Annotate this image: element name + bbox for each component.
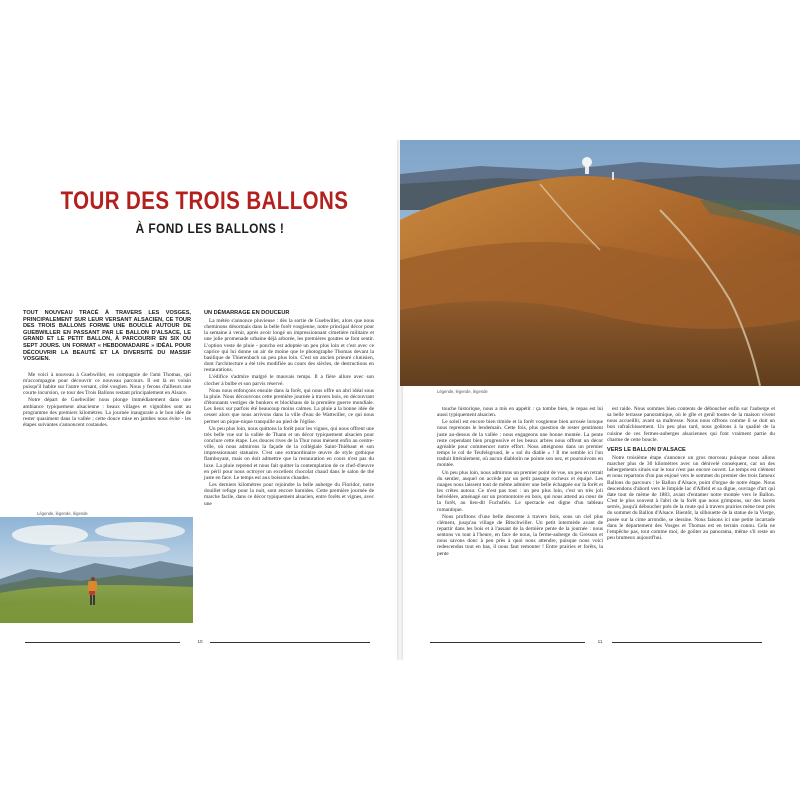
- right-page-number: 11: [597, 639, 603, 644]
- section-heading: UN DÉMARRAGE EN DOUCEUR: [204, 310, 290, 316]
- body-paragraph: Notre départ de Guebwiller nous plonge immédiatement dans une ambiance typiquement alsacienne : beaux villages et vignobles sont au programme des premiers kilomètres. La journée inaugurale a le bon idée de rester quasiment dans la vallée ; cette douce mise en jambes nous évite - les étapes suivantes s'annoncent costaudes.: [23, 397, 191, 428]
- left-column-2: [204, 310, 374, 508]
- lead-paragraph: TOUT NOUVEAU TRACÉ À TRAVERS LES VOSGES, PRINCIPALEMENT SUR LEUR VERSANT ALSACIEN, CE TOUR DES TROIS BALLONS FORME UNE BOUCLE AUTOUR DE GUEBWILLER EN PASSANT PAR LE BALLON D'ALSACE, LE GRAND ET LE PETIT BALLON, À PARCOURIR EN SIX OU SEPT JOURS. UN FORMAT « HEBDOMADAIRE » IDÉAL POUR DÉCOUVRIR LA BEAUTÉ ET LA DIVERSITÉ DU MASSIF VOSGIEN.: [23, 310, 191, 363]
- left-footer-rule-2: [210, 642, 370, 643]
- body-paragraph: Le soleil est encore bien timide et la forêt vosgienne bien arrosée lorsque nous reprenons le lendemain. Cette fois, plus question de rester gentiment juste au-dessus de la vallée : nous engageons une bonne montée. La pente reste cependant bien progressive et les beaux arbres nous offrent un décor agréable pour commencer notre effort. Nous atteignons dans un premier temps le col de Teufelsgrund, le « sol du diable » ! Il me semble ici l'on traduit littéralement, où aucun diablotin ne pointe son nez, et poursuivons en montée.: [437, 419, 603, 469]
- ballon-aerial-photo: [400, 140, 800, 386]
- left-photo-caption: Légende, légende, légende: [37, 511, 88, 516]
- body-paragraph: Un peu plus loin, nous admirons un premier point de vue, un peu en retrait du sentier, auquel on accède par un petit passage rocheux et équipé. Les nuages nous laissent tout de même admirer une belle échappée sur la forêt et les crêtes autour. Ce n'est pas tout : un peu plus loin, c'est un très joli belvédère, aménagé sur un promontoire en bois, qui nous attend au cœur de la forêt, au lieu-dit Fuchsfels. Le spectacle est digne d'un tableau romantique.: [437, 469, 603, 513]
- body-paragraph: Nous nous enfonçons ensuite dans la forêt, qui nous offre un abri idéal sous la pluie. Nous découvrons cette première journée à travers bois, en découvrant d'étonnants vestiges de bunkers et blockhaus de la première guerre mondiale. Les lieux sur parfois été beaucoup moins calmes. La pluie a la bonne idée de cesser alors que nous arrivons dans la ville d'eau de Wattwiller, ce qui nous permet un pique-nique tranquille au pied de l'église.: [204, 387, 374, 425]
- body-paragraph: L'édifice s'admire malgré le mauvais temps. Il a fière allure avec son clocher à bulbe et son parvis réservé.: [204, 374, 374, 387]
- body-paragraph: Me voici à nouveau à Guebwiller, en compagnie de l'ami Thomas, qui m'accompagne pour découvrir ce nouveau parcours. Il est là en voisin puisqu'il habite sur l'autre versant, côté vosgien. Nous y ferons d'ailleurs une courte incursion, ce tour des Trois Ballons restant principalement en Alsace.: [23, 371, 191, 397]
- article-subtitle: À FOND LES BALLONS !: [135, 220, 285, 236]
- right-column-2: [607, 406, 775, 542]
- hiker-photo-image: [0, 517, 193, 623]
- section-heading: VERS LE BALLON D'ALSACE: [607, 446, 686, 453]
- right-photo-caption: Légende, légende, légende: [437, 389, 488, 394]
- right-page: [403, 140, 800, 660]
- hiker-photo: [0, 517, 193, 623]
- left-page-number: 10: [197, 639, 203, 644]
- left-footer-rule: [25, 642, 180, 643]
- body-paragraph: est raide. Nous sommes bien contents de déboucher enfin sur l'auberge et sa belle terrasse panoramique, où le gîte et genil toutes de la maison vivent nous accueillir, avant sa maîtresse. Nous nous offrons comme il se doit un bon rafraîchissement. Un peu plus tard, nous goûtons à la qualité de la cuisine de ces fermes-auberges alsaciennes qui font vraiment partie du charme de cette boucle.: [607, 406, 775, 443]
- left-column-1: [23, 310, 191, 429]
- body-paragraph: Les derniers kilomètres pour rejoindre la belle auberge du Floridor, notre douillet refuge pour la nuit, sont encore humides. Cette première journée de marche facile, dans ce décor typiquement alsacien, entre forêts et vignes, avec une: [204, 482, 374, 507]
- body-paragraph: Notre troisième étape s'annonce un gros morceau puisque nous allons marcher plus de 30 kilomètres avec un dénivelé conséquent, car un des hébergements situés sur le tour n'est pas encore ouvert. Le temps est clément et nous repartons d'un pas enjoué vers le sommet du premier des trois fameux Ballons du parcours : le Ballon d'Alsace, point d'orgue de notre étape. Nous descendons d'abord vers le limpide lac d'Alfeld et sa digue, ouvrage d'art qui date tout de même de 1883, avant d'entamer notre montée vers le Ballon. C'est le plus souvent à l'abri de la forêt que nous grimpons, sur des lacets serrés, jusqu'à déboucher près de la route qui à travers prairies mène tout près du sommet du Ballon d'Alsace. Bientôt, la silhouette de la statue de la Vierge, posée sur la cime arrondie, se dessine. Nous faisons ici une petite incartade dans le département des Vosges et Thomas est en terrain connu. Cela ne l'empêche pas, tout comme moi, de goûter au panorama, même s'il reste un peu brumeux aujourd'hui.: [607, 454, 775, 541]
- ballon-aerial-photo-image: [400, 140, 800, 386]
- right-column-1: [437, 406, 603, 558]
- article-title: TOUR DES TROIS BALLONS: [60, 187, 349, 215]
- right-footer-rule-2: [612, 642, 762, 643]
- body-paragraph: Un peu plus loin, nous quittons la forêt pour les vignes, qui nous offrent une très belle vue sur la vallée de Thann et un décor typiquement alsacien pour conclure cette étape. Les douces rives de la Thur nous mènent enfin au centre-ville, où nous admirons la façade de la collégiale Saint-Thiébaut et son impressionnant statuaire. C'est une extraordinaire œuvre de style gothique flamboyant, mais on doit admettre que la restauration en cours n'est pas du luxe. La pluie reprend et nous fait quitter la contemplation de ce chef-d'œuvre en péril pour nous octroyer un excellent chocolat chaud dans le salon de thé juste en face. Le temps est aux boissons chaudes.: [204, 425, 374, 481]
- right-footer-rule: [430, 642, 585, 643]
- body-paragraph: Nous profitons d'une belle descente à travers bois, sous un ciel plus clément, jusqu'au village de Bitschwiller. Un petit intermède avant de repartir dans les bois et à l'assaut de la dernière pente de la journée : nous sentons vu tout à l'heure, en face de nous, la ferme-auberge du Gresson et nous savons donc à peu près à quoi nous attendre, puisque nous voici redescendus tout en bas, il nous faut remonter ! Entre prairies et forêts, la pente: [437, 513, 603, 557]
- body-paragraph: touche historique, nous a mis en appétit : ça tombe bien, le repas est lui aussi typiquement alsacien.: [437, 406, 603, 419]
- left-page: [0, 140, 397, 660]
- body-paragraph: La météo s'annonce pluvieuse : dès la sortie de Guebwiller, alors que nous cheminons désormais dans la belle forêt vosgienne, notre principal décor pour la semaine à venir, après avoir longé un impressionnant cimetière militaire et une jolie promenade urbaine déjà arborée, les premières gouttes se font sentir. L'option veste de pluie - poncho est adoptée un peu plus loin et c'est avec ce caprice qui lui donne un air de moine que le photographe Thomas devant la basilique de Thierenbach un peu plus loin. C'est un ancien prieuré clunisien, dont l'architecture a été très modifiée au cours des siècles, de destructions en restaurations.: [204, 318, 374, 374]
